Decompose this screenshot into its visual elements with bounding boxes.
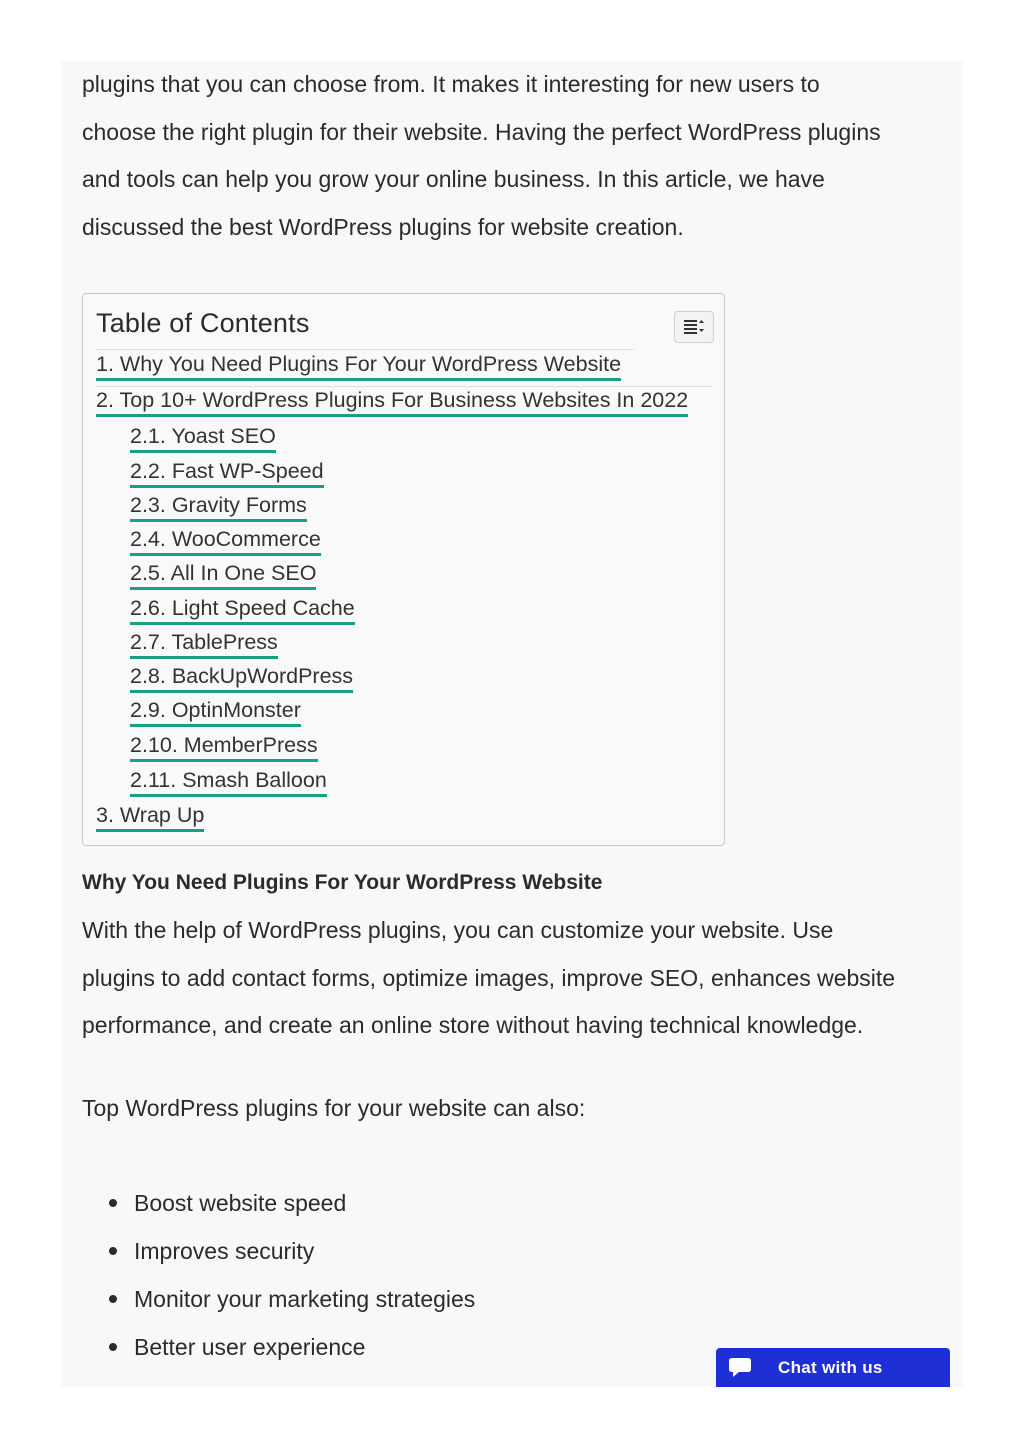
benefit-list <box>82 1179 475 1371</box>
toc-item[interactable] <box>130 697 301 727</box>
section-line: With the help of WordPress plugins, you can customize your website. Use <box>82 917 834 943</box>
toc-item[interactable] <box>130 767 327 797</box>
toc-item[interactable] <box>130 560 316 590</box>
list-lead: Top WordPress plugins for your website can also: <box>82 1095 586 1121</box>
intro-line: plugins that you can choose from. It makes it interesting for new users to <box>82 71 820 97</box>
chat-widget-button[interactable] <box>716 1348 950 1387</box>
toc-item[interactable] <box>130 423 276 453</box>
list-toggle-icon <box>684 320 704 334</box>
section-line: performance, and create an online store without having technical knowledge. <box>82 1012 864 1038</box>
toc-link[interactable]: 2.5. All In One SEO <box>130 560 316 590</box>
toc-item[interactable] <box>96 351 621 381</box>
list-item: Improves security <box>82 1227 475 1275</box>
section-heading: Why You Need Plugins For Your WordPress Website <box>82 871 603 894</box>
toc-item[interactable] <box>130 458 324 488</box>
toc-link[interactable]: 2.11. Smash Balloon <box>130 767 327 797</box>
toc-link[interactable]: 2. Top 10+ WordPress Plugins For Business Websites In 2022 <box>96 387 688 417</box>
toc-item[interactable] <box>130 595 355 625</box>
article-content <box>82 61 952 1360</box>
intro-line: discussed the best WordPress plugins for website creation. <box>82 213 684 240</box>
toc-item[interactable] <box>96 802 204 832</box>
chat-label: Chat with us <box>778 1357 883 1377</box>
toc-link[interactable]: 2.7. TablePress <box>130 629 278 659</box>
intro-line: and tools can help you grow your online business. In this article, we have <box>82 166 825 192</box>
toc-link[interactable]: 2.6. Light Speed Cache <box>130 595 355 625</box>
intro-line: choose the right plugin for their website. Having the perfect WordPress plugins <box>82 118 881 145</box>
toc-item[interactable] <box>130 663 353 693</box>
toc-link[interactable]: 3. Wrap Up <box>96 802 204 832</box>
toc-link[interactable]: 2.10. MemberPress <box>130 732 318 762</box>
toc-link[interactable]: 1. Why You Need Plugins For Your WordPress Website <box>96 351 621 381</box>
toc-item[interactable] <box>96 387 688 417</box>
chat-bubble-icon <box>728 1357 752 1379</box>
article-page <box>62 61 962 1387</box>
toc-link[interactable]: 2.9. OptinMonster <box>130 697 301 727</box>
toc-link[interactable]: 2.1. Yoast SEO <box>130 423 276 453</box>
intro-paragraph <box>82 61 952 251</box>
list-item: Boost website speed <box>82 1179 475 1227</box>
toc-title: Table of Contents <box>96 308 310 338</box>
toc-toggle-button[interactable] <box>674 311 714 343</box>
toc-link[interactable]: 2.4. WooCommerce <box>130 526 321 556</box>
section-paragraph <box>82 907 952 1050</box>
toc-item[interactable] <box>130 492 307 522</box>
toc-item[interactable] <box>130 629 278 659</box>
toc-item[interactable] <box>130 526 321 556</box>
toc-divider <box>96 349 634 350</box>
list-item: Monitor your marketing strategies <box>82 1275 475 1323</box>
table-of-contents <box>82 293 725 846</box>
toc-item[interactable] <box>130 732 318 762</box>
section-line: plugins to add contact forms, optimize images, improve SEO, enhances website <box>82 964 896 991</box>
list-item: Better user experience <box>82 1323 475 1371</box>
toc-link[interactable]: 2.3. Gravity Forms <box>130 492 307 522</box>
toc-link[interactable]: 2.8. BackUpWordPress <box>130 663 353 693</box>
toc-link[interactable]: 2.2. Fast WP-Speed <box>130 458 324 488</box>
